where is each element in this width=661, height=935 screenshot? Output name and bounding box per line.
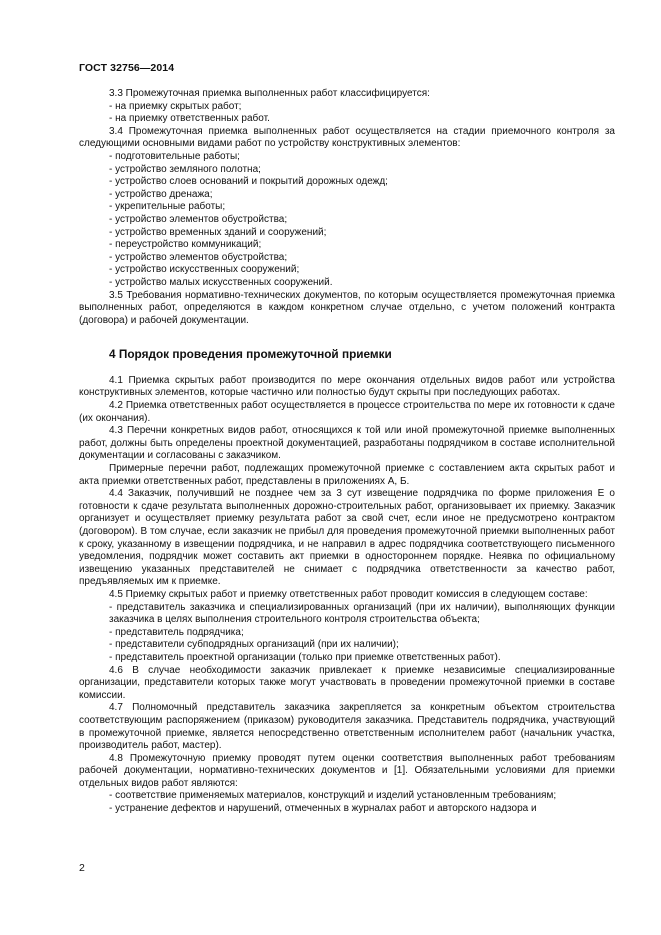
paragraph-4-2: 4.2 Приемка ответственных работ осуществляется в процессе строительства по мере их готовности к сдаче (их окончания). <box>79 400 615 424</box>
list-item: - представитель проектной организации (только при приемке ответственных работ). <box>109 651 501 663</box>
list-item: - на приемку ответственных работ. <box>109 113 270 125</box>
list-item: - устройство элементов обустройства; <box>109 251 288 263</box>
list-item: - на приемку скрытых работ; <box>109 100 242 112</box>
paragraph-4-5: 4.5 Приемку скрытых работ и приемку ответственных работ проводит комиссия в следующем составе: <box>109 588 588 600</box>
paragraph-3-4: 3.4 Промежуточная приемка выполненных работ осуществляется на стадии приемочного контроля за следующими основными видами работ по устройству конструктивных элементов: <box>79 125 615 150</box>
paragraph-3-5: 3.5 Требования нормативно-технических документов, по которым осуществляется промежуточная приемка выполненных работ, определяются в каждом конкретном случае отдельно, с учетом положений контракта (договора) и рабочей документации. <box>79 289 615 326</box>
list-item: - устройство временных зданий и сооружений; <box>109 226 327 238</box>
list-item: - устройство малых искусственных сооружений. <box>109 276 333 288</box>
list-item: - устройство слоев оснований и покрытий дорожных одежд; <box>109 176 388 188</box>
paragraph-4-6: 4.6 В случае необходимости заказчик привлекает к приемке независимые специализированные организации, представители которых также могут участвовать в проведении промежуточной приемки в составе комиссии. <box>79 664 615 701</box>
page-number: 2 <box>79 862 85 874</box>
list-item: - устройство дренажа; <box>109 188 213 200</box>
paragraph-4-4: 4.4 Заказчик, получивший не позднее чем за 3 сут извещение подрядчика по форме приложения Е о готовности к сдаче результата выполненных дорожно-строительных работ, организовывает их приемку. Заказчик организует и осуществляет приемку результата работ за свой счет, если иное не предусмотрено контрактом (договором). В том случае, если заказчик не прибыл для проведения промежуточной приемки выполненных работ к сроку, указанному в извещении подрядчика, и не направил в адрес подрядчика соответствующего письменного уведомления, подрядчик может составить акт приемки в одностороннем порядке. Неявка по официальному извещению указанных представителей не снимает с подрядчика ответственности за качество работ, предъявляемых им к приемке. <box>79 488 615 588</box>
section-4-heading: 4 Порядок проведения промежуточной приемки <box>109 347 392 362</box>
paragraph-4-3-continued: Примерные перечни работ, подлежащих промежуточной приемке с составлением акта скрытых работ и акта приемки ответственных работ, представлены в приложениях А, Б. <box>79 463 615 487</box>
document-header: ГОСТ 32756—2014 <box>79 62 175 74</box>
list-item: - представитель заказчика и специализированных организаций (при их наличии), выполняющих функции заказчика в целях выполнения строительного контроля строительства объекта; <box>109 601 615 626</box>
paragraph-4-1: 4.1 Приемка скрытых работ производится по мере окончания отдельных видов работ или устройства конструктивных элементов, которые частично или полностью будут скрыты при последующих работах. <box>79 374 615 399</box>
list-item: - подготовительные работы; <box>109 150 240 162</box>
list-item: - представители субподрядных организаций (при их наличии); <box>109 639 399 651</box>
paragraph-4-7: 4.7 Полномочный представитель заказчика закрепляется за конкретным объектом строительства соответствующим распоряжением (приказом) руководителя заказчика. Представитель подрядчика, участвующий в промежуточной приемке, является непосредственно ответственным исполнителем работ (начальник участка, производитель работ, мастер). <box>79 702 615 752</box>
list-item: - представитель подрядчика; <box>109 626 244 638</box>
list-item: - устранение дефектов и нарушений, отмеченных в журналах работ и авторского надзора и <box>109 803 537 815</box>
list-item: - устройство искусственных сооружений; <box>109 264 300 276</box>
document-body <box>79 88 615 816</box>
list-item: - устройство земляного полотна; <box>109 163 261 175</box>
list-item: - переустройство коммуникаций; <box>109 239 262 251</box>
paragraph-4-3: 4.3 Перечни конкретных видов работ, относящихся к той или иной промежуточной приемке выполненных работ, должны быть определены проектной документацией, разработаны подрядчиком в составе исполнительной документации и согласованы с заказчиком. <box>79 425 615 462</box>
list-item: - устройство элементов обустройства; <box>109 213 288 225</box>
list-item: - укрепительные работы; <box>109 201 226 213</box>
paragraph-3-3: 3.3 Промежуточная приемка выполненных работ классифицируется: <box>109 88 430 99</box>
list-item: - соответствие применяемых материалов, конструкций и изделий установленным требованиям; <box>109 790 557 802</box>
paragraph-4-8: 4.8 Промежуточную приемку проводят путем оценки соответствия выполненных работ требованиям рабочей документации, нормативно-технических документов и [1]. Обязательными условиями для приемки отдельных видов работ являются: <box>79 752 615 789</box>
